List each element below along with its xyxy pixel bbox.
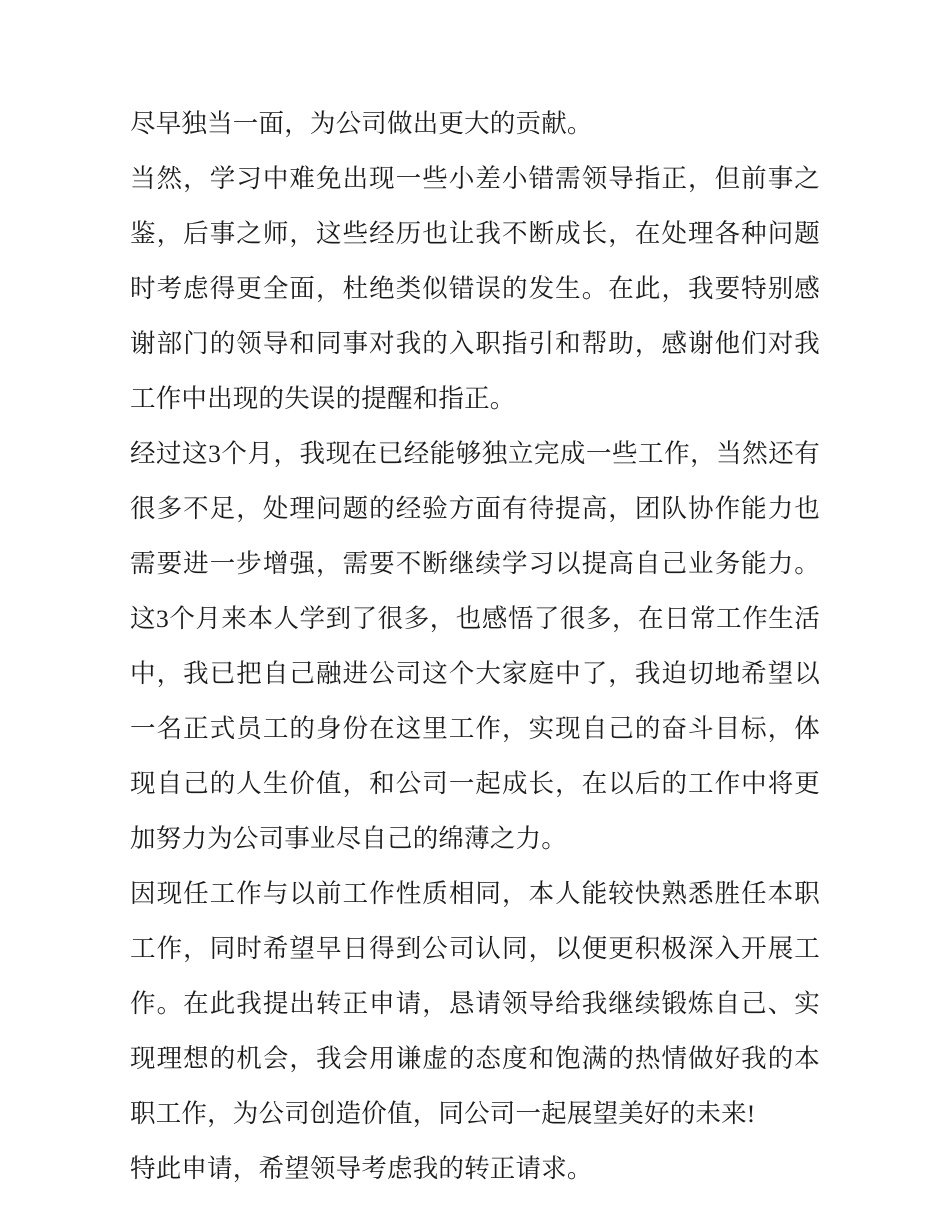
paragraph: 因现任工作与以前工作性质相同，本人能较快熟悉胜任本职工作，同时希望早日得到公司认同，以便更积极深入开展工作。在此我提出转正申请，恳请领导给我继续锻炼自己、实现理想的机会，我会用谦虚的态度和饱满的热情做好我的本职工作，为公司创造价值，同公司一起展望美好的未来! xyxy=(130,879,820,1128)
paragraph: 当然，学习中难免出现一些小差小错需领导指正，但前事之鉴，后事之师，这些经历也让我不断成长，在处理各种问题时考虑得更全面，杜绝类似错误的发生。在此，我要特别感谢部门的领导和同事对我的入职指引和帮助，感谢他们对我工作中出现的失误的提醒和指正。 xyxy=(130,164,820,413)
document-body xyxy=(130,96,820,1196)
paragraph: 经过这3个月，我现在已经能够独立完成一些工作，当然还有很多不足，处理问题的经验方面有待提高，团队协作能力也需要进一步增强，需要不断继续学习以提高自己业务能力。这3个月来本人学到了很多，也感悟了很多，在日常工作生活中，我已把自己融进公司这个大家庭中了，我迫切地希望以一名正式员工的身份在这里工作，实现自己的奋斗目标，体现自己的人生价值，和公司一起成长，在以后的工作中将更加努力为公司事业尽自己的绵薄之力。 xyxy=(130,439,820,853)
paragraph: 尽早独当一面，为公司做出更大的贡献。 xyxy=(130,109,593,138)
paragraph: 特此申请，希望领导考虑我的转正请求。 xyxy=(130,1154,593,1183)
